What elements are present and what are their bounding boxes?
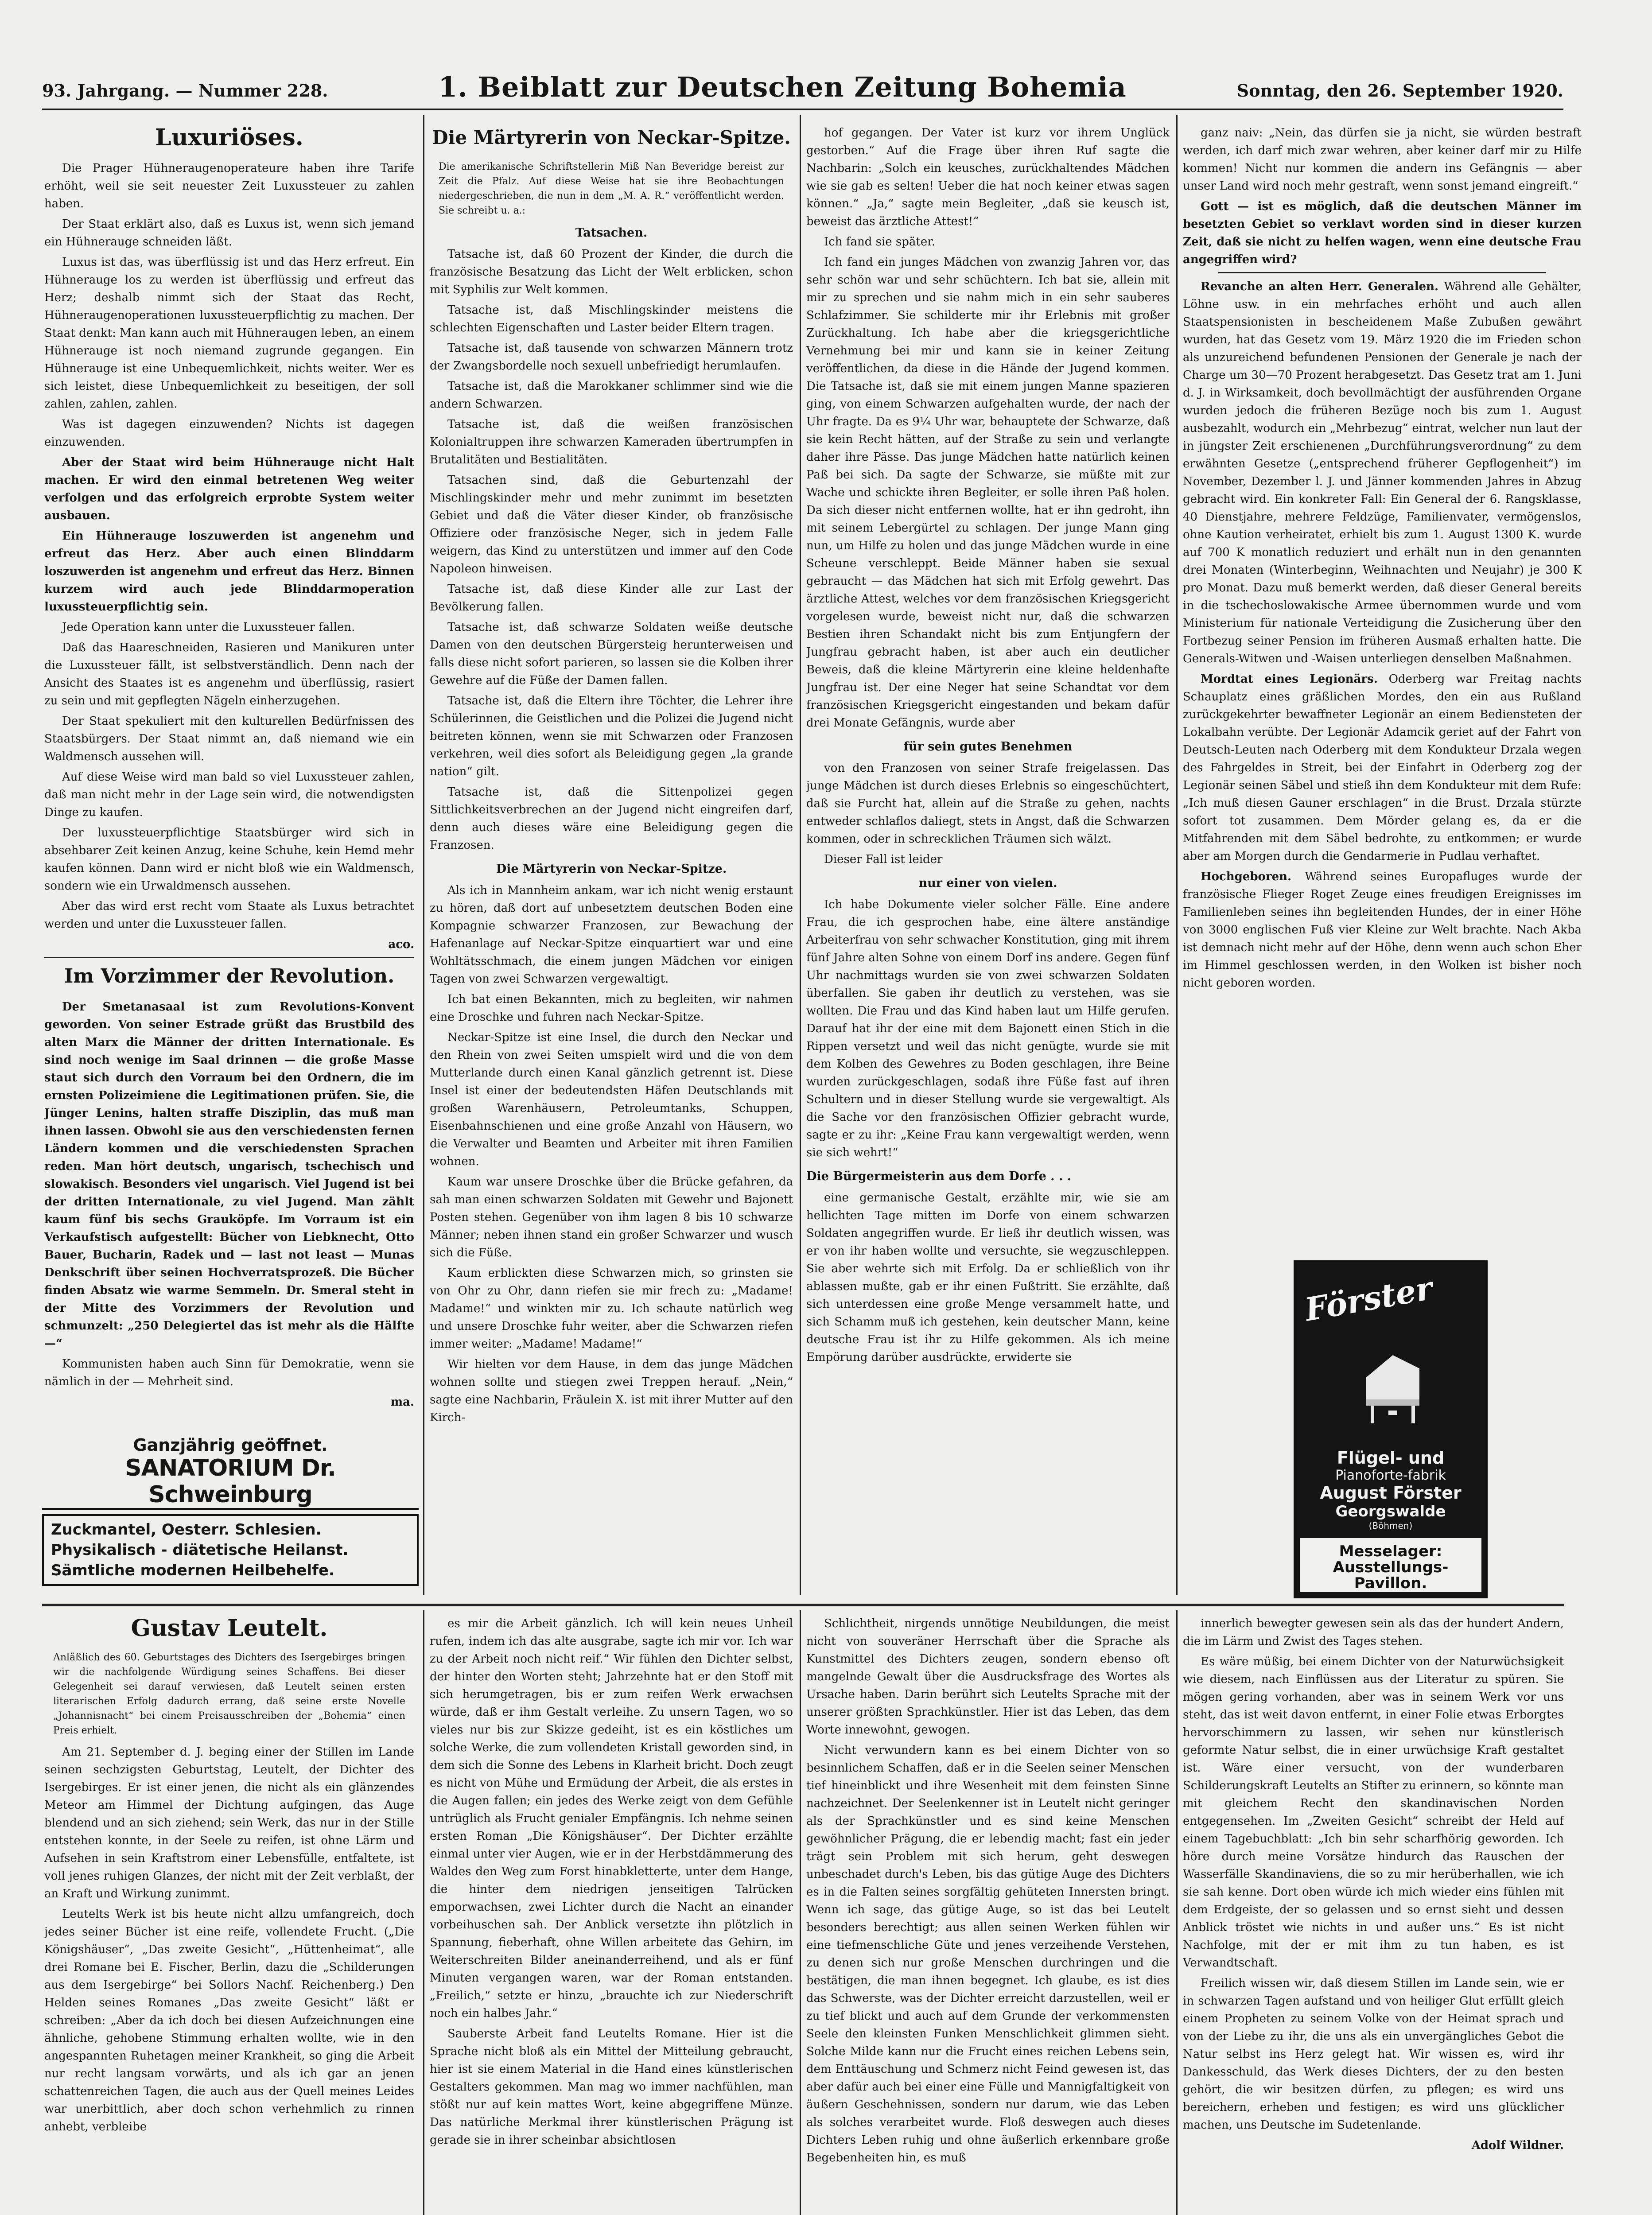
article-intro: Die amerikanische Schriftstellerin Miß Nan Beveridge bereist zur Zeit die Pfalz. Auf diese Weise hat sie ihre Beobachtungen niedergeschrieben, die nun in dem „M. A. R.“ veröffentlicht werden. Sie schreibt u. a.: xyxy=(439,161,784,216)
signature: aco. xyxy=(388,938,414,951)
paragraph: Aber der Staat wird beim Hühnerauge nicht Halt machen. Er wird den einmal betretenen Weg weiter verfolgen und das erfolgreich erprobte System weiter ausbauen. xyxy=(44,456,414,522)
news-text: Während seines Europafluges wurde der französische Flieger Roget Zeuge eines freudigen Ereignisses im Familienleben seines ihn begleitenden Hundes, der in einer Höhe von 3000 englischen Fuß vier Kleine zur Welt brachte. Nach Akba ist demnach nicht mehr auf der Höhe, denn wenn auch schon Eher im Himmel geschlossen werden, in den Wolken ist bisher noch nicht geboren worden. xyxy=(1183,870,1582,990)
paragraph: Neckar-Spitze ist eine Insel, die durch den Neckar und den Rhein von zwei Seiten umspielt wird und die von dem Mutterlande durch einen Kanal gänzlich getrennt ist. Diese Insel ist einer der bedeutendsten Häfen Deutschlands mit großen Warenhäusern, Petroleumtanks, Schuppen, Eisenbahnschienen und eine große Anzahl von Häusern, wo die Verwalter und Beamten und Arbeiter mit ihren Familien wohnen. xyxy=(430,1031,793,1168)
paragraph: Dieser Fall ist leider xyxy=(824,853,943,866)
paragraph: Freilich wissen wir, daß diesem Stillen im Lande sein, wie er in schwarzen Tagen aufstand und von heiliger Glut erfüllt gleich einem Propheten zu seinem Volke von der Heimat sprach und von der Liebe zu ihr, die uns als ein unvergängliches Gebot die Natur selbst ins Herz gelegt hat. Wir wissen es, wird ihr Dankesschuld, das Werk dieses Dichters, der zu den besten gehört, die wir besitzen dürfen, zu pflegen; es wird uns bereichern, erheben und festigen; es wird uns glücklicher machen, uns Deutsche im Sudetenlande. xyxy=(1183,1977,1564,2132)
news-headline: Mordtat eines Legionärs. xyxy=(1201,672,1378,686)
column-rule xyxy=(1176,115,1178,1595)
paragraph: Der luxussteuerpflichtige Staatsbürger wird sich in absehbarer Zeit keinen Anzug, keine Schuhe, kein Hemd mehr kaufen können. Dann wird er nicht bloß wie ein Waldmensch, sondern wie ein Urwaldmensch aussehen. xyxy=(44,826,414,893)
column-rule xyxy=(800,1610,801,2215)
ad-line: Sämtliche modernen Heilbehelfe. xyxy=(51,1562,334,1579)
paragraph: hof gegangen. Der Vater ist kurz vor ihrem Unglück gestorben.“ Auf die Frage über ihren Ruf sagte die Nachbarin: „Solch ein keusches, zurückhaltendes Mädchen wie sie gab es selten! Ueber die hat noch keiner etwas sagen können.“ „Ja,“ sagte mein Begleiter, „daß sie keusch ist, beweist das ärztliche Attest!“ xyxy=(806,126,1170,228)
paragraph: Leutelts Werk ist bis heute nicht allzu umfangreich, doch jedes seiner Bücher ist eine reife, vollendete Frucht. („Die Königshäuser“, „Das zweite Gesicht“, „Hüttenheimat“, alle drei Romane bei E. Fischer, Berlin, dazu die „Schilderungen aus dem Isergebirge“ bei Sollors Nachf. Reichenberg.) Den Helden seines Romanes „Das zweite Gesicht“ läßt er schreiben: „Aber da ich doch bei diesen Aufzeichnungen eine ähnliche, gehobene Stimmung erhalten wollte, wie in den angespannten Ruhetagen meiner Krankheit, so ging die Arbeit nur recht langsam vorwärts, und als ich gar an jenen schattenreichen Tagen, die auch aus der Quell meines Leides war unerbittlich, aber doch schon verhehmlich zu rinnen anhebt, verbleibe xyxy=(44,1908,414,2133)
section-heading: Die Bürgermeisterin aus dem Dorfe . . . xyxy=(806,1170,1072,1183)
paragraph: Tatsache ist, daß die Marokkaner schlimmer sind wie die andern Schwarzen. xyxy=(430,380,793,411)
paragraph: Aber das wird erst recht vom Staate als Luxus betrachtet werden und unter die Luxussteuer fallen. xyxy=(44,900,414,931)
ad-footer: Messelager: Ausstellungs-Pavillon. xyxy=(1300,1538,1481,1592)
issue-number: 93. Jahrgang. — Nummer 228. xyxy=(42,81,328,101)
column-leutelt-3 xyxy=(806,1615,1170,2215)
paragraph: Es wäre müßig, bei einem Dichter von der Naturwüchsigkeit wie diesem, nach Einflüssen aus der Literatur zu spüren. Sie mögen gering vorhanden, aber was in seinem Werk vor uns steht, das ist weit davon entfernt, in einer Folie etwas Erborgtes hervorschimmern zu lassen, wir sehen nur künstlerisch geformte Natur selbst, die in einer urwüchsige Kraft gestaltet ist. Wäre einer versucht, von der wunderbaren Schilderungskraft Leutelts an Stifter zu erinnern, so könnte man mit gleichem Recht den skandinavischen Norden entgegensehen. Im „Zweiten Gesicht“ schreibt der Held auf einem Tagebuchblatt: „Ich bin sehr scharfhörig geworden. Ich höre durch meine Vorsätze hindurch das Rauschen der Wasserfälle Skandinaviens, die so zu mir herüberhallen, wie ich sie sah kenne. Dort oben würde ich mich wieder eins fühlen mit dem Erdgeiste, der so gelassen und so ernst sieht und dessen Anblick tröstet wie nichts in und außer uns.“ Es ist nicht Nachfolge, mit der er mit ihm zu tun haben, es ist Verwandtschaft. xyxy=(1183,1655,1564,1970)
ad-line: Pianoforte-fabrik xyxy=(1335,1468,1446,1483)
news-headline: Revanche an alten Herr. Generalen. xyxy=(1201,280,1439,293)
paragraph: Ich bat einen Bekannten, mich zu begleiten, wir nahmen eine Droschke und fuhren nach Neckar-Spitze. xyxy=(430,993,793,1024)
paragraph: es mir die Arbeit gänzlich. Ich will kein neues Unheil rufen, indem ich das alte ausgrabe, sagte ich mir vor. Ich war zu der Arbeit noch nicht reif.“ Wir fühlen den Dichter selbst, der hinter den Worten steht; Jahrzehnte hat er den Stoff mit sich herumgetragen, bis er zum reifen Werk erwachsen würde, daß er ihm Gestalt verleihe. Zu unsern Tagen, wo so vieles nur bis zur Skizze gedeiht, ist es ein köstliches um solche Werke, die zum vollendeten Kristall geworden sind, in dem sich die Sonne des Lebens in Klarheit bricht. Doch zeugt es nicht von Mühe und Ermüdung der Arbeit, die als erstes in die Augen fallen; ein jedes des Werke zeigt von dem Gefühle untrüglich als Frucht genialer Empfängnis. Ich nehme seinen ersten Roman „Die Königshäuser“. Der Dichter erzählte einmal unter vier Augen, wie er in der Herbstdämmerung des Waldes den Weg zum Forst hinabkletterte, unter dem Hange, die hinter dem niedrigen jenseitigen Talrücken emporwachsen, zwei Lichter durch die Nacht an einander vorbeihuschen sah. Der Anblick versetzte ihn plötzlich in Spannung, fieberhaft, ohne Willen arbeitete das Gehirn, im Weiterschreiten Bilder aneinanderreihend, und als er fünf Minuten vergangen waren, war der Roman entstanden. „Freilich,“ setzte er hinzu, „brauchte ich zur Niederschrift noch ein halbes Jahr.“ xyxy=(430,1617,793,2020)
paragraph: eine germanische Gestalt, erzählte mir, wie sie am hellichten Tage mitten im Dorfe von einem schwarzen Soldaten angegriffen wurde. Er ließ ihr deutlich wissen, was er von ihr haben wollte und versuchte, sie wegzuschleppen. Sie aber wehrte sich mit Erfolg. Da er schließlich von ihr ablassen mußte, gab er ihr einen Fußtritt. Sie erzählte, daß sich unterdessen eine große Menge versammelt hatte, und sich Schamm muß ich gestehen, kein deutscher Mann, keine deutsche Frau ist ihr zu Hilfe gekommen. Als ich meine Empörung darüber ausdrückte, erwiderte sie xyxy=(806,1191,1170,1364)
column-rule xyxy=(423,1610,424,2215)
paragraph: Tatsache ist, daß tausende von schwarzen Männern trotz der Zwangsbordelle noch sexuell unbefriedigt herumlaufen. xyxy=(430,342,793,373)
column-martyrerin-continued xyxy=(806,124,1170,1590)
news-item xyxy=(1183,670,1582,865)
paragraph: Ich fand sie später. xyxy=(824,235,936,249)
paragraph: Tatsache ist, daß die weißen französischen Kolonialtruppen ihre schwarzen Kameraden übertrumpfen in Brutalitäten und Bestialitäten. xyxy=(430,418,793,466)
paragraph: Am 21. September d. J. beging einer der Stillen im Lande seinen sechzigsten Geburtstag, Leutelt, der Dichter des Isergebirges. Er ist einer jenen, die nicht als ein glänzendes Meteor am Himmel der Dichtung aufgingen, das Auge blendend und an sich ziehend; sein Werk, das nur in der Stille entstehen konnte, in der Seele zu reifen, ist ohne Lärm und Aufsehen in sein Kraftstrom einer Lebensfülle, entfaltete, ist voll jenes ruhigen Glanzes, der nicht mit der Zeit verblaßt, der an Kraft und Wirkung zunimmt. xyxy=(44,1745,414,1900)
ad-brand: Förster xyxy=(1302,1269,1435,1329)
article-intro: Anläßlich des 60. Geburtstages des Dichters des Isergebirges bringen wir die nachfolgende Würdigung seines Schaffens. Bei dieser Gelegenheit sei darauf verwiesen, daß Leutelt seinen ersten literarischen Erfolg dadurch errang, daß seine erste Novelle „Johannisnacht“ bei einem Preisausschreiben der „Bohemia“ einen Preis erhielt. xyxy=(53,1652,405,1736)
paragraph: Als ich in Mannheim ankam, war ich nicht wenig erstaunt zu hören, daß dort auf unbesetztem deutschen Boden eine Kompagnie schwarzer Franzosen, zur Bewachung der Hafenanlage auf Neckar-Spitze einquartiert war und eine Wohltätsschmach, die einem jungen Mädchen vor einigen Tagen von zwei Schwarzen vergewaltigt. xyxy=(430,884,793,986)
paragraph: Kaum erblickten diese Schwarzen mich, so grinsten sie von Ohr zu Ohr, dann riefen sie mir frech zu: „Madame! Madame!“ und winkten mir zu. Ich schaute natürlich weg und unsere Droschke fuhr weiter, aber die Schwarzen riefen immer weiter: „Madame! Madame!“ xyxy=(430,1267,793,1351)
news-headline: Hochgeboren. xyxy=(1201,870,1292,883)
column-luxurioses xyxy=(44,124,414,1431)
paragraph: Der Staat spekuliert mit den kulturellen Bedürfnissen des Staatsbürgers. Der Staat nimmt an, daß niemand wie ein Waldmensch aussehen will. xyxy=(44,715,414,763)
paragraph: von den Franzosen von seiner Strafe freigelassen. Das junge Mädchen ist durch dieses Erlebnis so eingeschüchtert, daß sie Furcht hat, allein auf die Straße zu gehen, nachts entweder schlaflos daliegt, stets in Angst, daß die Schwarzen kommen, oder in schrecklichen Träumen sich wälzt. xyxy=(806,762,1170,846)
column-martyrerin xyxy=(430,124,793,1590)
paragraph: Wir hielten vor dem Hause, in dem das junge Mädchen wohnen sollte und stiegen zwei Treppen herauf. „Nein,“ sagte eine Nachbarin, Fräulein X. ist mit ihrer Mutter auf den Kirch- xyxy=(430,1358,793,1424)
paragraph: Der Staat erklärt also, daß es Luxus ist, wenn sich jemand ein Hühnerauge schneiden läßt. xyxy=(44,218,414,249)
paragraph: Jede Operation kann unter die Luxussteuer fallen. xyxy=(62,621,355,634)
section-heading: nur einer von vielen. xyxy=(918,876,1057,890)
column-rule xyxy=(423,115,424,1595)
paragraph: innerlich bewegter gewesen sein als das der hundert Andern, die im Lärm und Zwist des Tages stehen. xyxy=(1183,1617,1564,1648)
paragraph: Tatsache ist, daß Mischlingskinder meistens die schlechten Eigenschaften und Laster beider Eltern tragen. xyxy=(430,303,793,334)
ad-line: August Förster xyxy=(1320,1483,1462,1503)
column-leutelt-4 xyxy=(1183,1615,1564,2215)
article-title: Im Vorzimmer der Revolution. xyxy=(64,965,395,987)
forster-piano-advertisement xyxy=(1294,1260,1488,1598)
article-title: Gustav Leutelt. xyxy=(131,1615,328,1642)
ad-line: Flügel- und xyxy=(1337,1448,1445,1468)
paragraph: Tatsache ist, daß diese Kinder alle zur Last der Bevölkerung fallen. xyxy=(430,583,793,614)
column-leutelt-2 xyxy=(430,1615,793,2215)
paragraph: Gott — ist es möglich, daß die deutschen Männer im besetzten Gebiet so verklavt worden sind in dieser kurzen Zeit, daß sie nicht zu helfen wagen, wenn eine deutsche Frau angegriffen wird? xyxy=(1183,200,1582,266)
article-title: Luxuriöses. xyxy=(155,124,303,151)
piano-icon xyxy=(1362,1351,1424,1426)
ad-line: Georgswalde xyxy=(1335,1503,1446,1520)
ad-line: Physikalisch - diätetische Heilanst. xyxy=(51,1541,349,1559)
signature: Adolf Wildner. xyxy=(1471,2139,1564,2152)
ad-name: SANATORIUM Dr. Schweinburg xyxy=(42,1455,419,1510)
section-rule xyxy=(42,1604,1564,1606)
news-item xyxy=(1183,278,1582,668)
ad-text xyxy=(1304,1448,1477,1531)
paragraph: Luxus ist das, was überflüssig ist und das Herz erfreut. Ein Hühnerauge los zu werden ist überflüssig und erfreut das Herz; deshalb nimmt sich der Staat das Recht, Hühneraugenoperationen luxussteuerpflichtig zu machen. Der Staat denkt: Man kann auch mit Hühneraugen leben, an einem Hühnerauge ist noch niemand zugrunde gegangen. Ein Hühnerauge ist eine Unbequemlichkeit, nichts weiter. Wer es sich leistet, diese Unbequemlichkeit zu beseitigen, der soll zahlen, zahlen, zahlen. xyxy=(44,256,414,411)
column-rule xyxy=(800,115,801,1595)
section-heading: Die Märtyrerin von Neckar-Spitze. xyxy=(496,862,727,876)
paragraph: Tatsache ist, daß 60 Prozent der Kinder, die durch die französische Besatzung das Licht der Welt erblicken, schon mit Syphilis zur Welt kommen. xyxy=(430,248,793,296)
paragraph: Tatsache ist, daß schwarze Soldaten weiße deutsche Damen von den deutschen Bürgersteig herunterweisen und falls diese nicht sofort parieren, so lassen sie die Kolben ihrer Gewehre auf die Füße der Damen fallen. xyxy=(430,621,793,687)
news-item xyxy=(1183,868,1582,992)
paragraph: Was ist dagegen einzuwenden? Nichts ist dagegen einzuwenden. xyxy=(44,418,414,449)
ad-box xyxy=(42,1514,419,1586)
masthead xyxy=(42,71,1563,106)
news-text: Oderberg war Freitag nachts Schauplatz eines gräßlichen Mordes, den ein aus Rußland zurückgekehrter bewaffneter Legionär an einem Bediensteten der Lokalbahn verübte. Der Legionär Adamcik geriet auf der Fahrt von Deutsch-Leuten nach Oderberg mit dem Kondukteur Drzala wegen des Fahrgeldes in Streit, bei der Einfahrt in Oderberg zog der Legionär seinen Säbel und stieß ihn dem Kondukteur mit dem Rufe: „Ich muß diesen Gauner erschlagen“ in die Brust. Drzala stürzte sofort tot zusammen. Dem Mörder gelang es, da er die Mitfahrenden mit dem Säbel bedrohte, zu entkommen; er wurde aber am Morgen durch die Gendarmerie in Pudlau verhaftet. xyxy=(1183,672,1582,863)
signature: ma. xyxy=(390,1395,414,1409)
column-news xyxy=(1183,124,1582,1254)
paragraph: Daß das Haareschneiden, Rasieren und Manikuren unter die Luxussteuer fällt, ist selbstverständlich. Denn nach der Ansicht des Staates ist es angenehm und überflüssig, rasiert zu sein und mit gepflegten Nägeln einherzugehen. xyxy=(44,641,414,707)
paragraph: Sauberste Arbeit fand Leutelts Romane. Hier ist die Sprache nicht bloß als ein Mittel der Mitteilung gebraucht, hier ist sie einem Material in die Hand eines künstlerischen Gestalters gekommen. Man mag wo immer nachfühlen, man stößt nur auf kein mattes Wort, keine abgegriffene Münze. Das natürliche Merkmal ihrer künstlerischen Prägung ist gerade sie in ihrer scheinbar absichtlosen xyxy=(430,2027,793,2147)
paragraph: Ich habe Dokumente vieler solcher Fälle. Eine andere Frau, die ich gesprochen habe, eine ältere anständige Arbeiterfrau von sehr schwacher Konstitution, ging mit ihrem fünf Jahre alten Sohne von einem Dorf ins andere. Gegen fünf Uhr nachmittags wurden sie von zwei schwarzen Soldaten überfallen. Sie gaben ihr deutlich zu verstehen, was sie wollten. Die Frau und das Kind haben laut um Hilfe gerufen. Darauf hat ihr der eine mit dem Bajonett einen Stich in die Rippen versetzt und weil das nicht genügte, wurde sie mit dem Kolben des Gewehres zu Boden geschlagen, ihre Beine wurden zurückgeschlagen, sodaß ihre Füße fast auf ihren Schultern und in dieser Stellung wurde sie vergewaltigt. Als die Sache vor den französischen Offizier gebracht wurde, sagte er zu ihr: „Keine Frau kann vergewaltigt werden, wenn sie sich wehrt!“ xyxy=(806,898,1170,1159)
paragraph: ganz naiv: „Nein, das dürfen sie ja nicht, sie würden bestraft werden, ich darf mich zwar wehren, aber keiner darf mir zu Hilfe kommen! Nicht nur kommen die andern ins Gefängnis — aber unser Land wird noch mehr gestraft, wenn sonst jemand eingreift.“ xyxy=(1183,126,1582,193)
paragraph: Der Smetanasaal ist zum Revolutions-Konvent geworden. Von seiner Estrade grüßt das Brustbild des alten Marx die Männer der dritten Internationale. Es sind noch wenige im Saal drinnen — die große Masse staut sich durch den Vorraum bei den Ordnern, die im ernsten Polizeimiene die Legitimationen prüfen. Sie, die Jünger Lenins, halten straffe Disziplin, das muß man ihnen lassen. Obwohl sie aus den verschiedensten fernen Ländern kommen und die verschiedensten Sprachen reden. Man hört deutsch, ungarisch, tschechisch und slowakisch. Besonders viel ungarisch. Viel Jugend ist bei der dritten Internationale, zu viel Jugend. Man zählt kaum fünf bis sechs Grauköpfe. Im Vorraum ist ein Verkaufstisch aufgestellt: Bücher von Liebknecht, Otto Bauer, Bucharin, Radek und — last not least — Munas Denkschrift über seinen Hochverratsprozeß. Die Bücher finden Absatz wie warme Semmeln. Dr. Smeral steht in der Mitte des Vorzimmers der Revolution und schmunzelt: „250 Delegiertel das ist mehr als die Hälfte—“ xyxy=(44,1000,414,1350)
paragraph: Schlichtheit, nirgends unnötige Neubildungen, die meist nicht von souveräner Herrschaft über die Sprache als Kunstmittel des Dichters zeugen, sondern ebenso oft mangelnde Gewalt über die Ausdrucksfrage des Wortes als Ursache haben. Darin berührt sich Leutelts Sprache mit der unserer größten Sprachkünstler. Hier ist das Leben, das dem Worte innewohnt, gewogen. xyxy=(806,1617,1170,1737)
divider xyxy=(44,957,414,958)
sanatorium-advertisement xyxy=(42,1435,419,1599)
divider xyxy=(1218,272,1546,273)
paragraph: Kaum war unsere Droschke über die Brücke gefahren, da sah man einen schwarzen Soldaten mit Gewehr und Bajonett Posten stehen. Gegenüber von ihm lagen 8 bis 10 schwarze Männer; neben ihnen stand ein großer Schwarzer und wusch sich die Füße. xyxy=(430,1175,793,1259)
paragraph: Ein Hühnerauge loszuwerden ist angenehm und erfreut das Herz. Aber auch einen Blinddarm loszuwerden ist angenehm und erfreut das Herz. Binnen kurzem wird auch jede Blinddarmoperation luxussteuerpflichtig sein. xyxy=(44,529,414,614)
paragraph: Auf diese Weise wird man bald so viel Luxussteuer zahlen, daß man nicht mehr in der Lage sein wird, die notwendigsten Dinge zu kaufen. xyxy=(44,770,414,819)
column-leutelt-1 xyxy=(44,1615,414,2215)
newspaper-title: 1. Beiblatt zur Deutschen Zeitung Bohemia xyxy=(438,71,1127,103)
section-heading: Tatsachen. xyxy=(575,226,648,240)
ad-line: Zuckmantel, Oesterr. Schlesien. xyxy=(51,1521,322,1539)
issue-date: Sonntag, den 26. September 1920. xyxy=(1236,81,1563,101)
paragraph: Tatsache ist, daß die Eltern ihre Töchter, die Lehrer ihre Schülerinnen, die Geistlichen und die Polizei die Jugend nicht beitreten können, wenn sie mit Schwarzen oder Franzosen verkehren, weil dies sofort als Beleidigung gegen „la grande nation“ gilt. xyxy=(430,694,793,778)
masthead-rule xyxy=(42,109,1563,110)
paragraph: Die Prager Hühneraugenoperateure haben ihre Tarife erhöht, weil sie seit neuester Zeit Luxussteuer zu zahlen haben. xyxy=(44,162,414,210)
paragraph: Ich fand ein junges Mädchen von zwanzig Jahren vor, das sehr schön war und sehr schüchtern. Ich bat sie, allein mit mir zu sprechen und sie nahm mich in ein sehr sauberes Schlafzimmer. Sie schilderte mir ihr Erlebnis mit großer Zurückhaltung. Ich habe aber die kriegsgerichtliche Vernehmung bei mir und kann sie in keiner Zeitung veröffentlichen, da diese in die Hände der Jugend kommen. Die Tatsache ist, daß sie mit einem jungen Manne spazieren ging, von einem Schwarzen aufgehalten wurde, der nach der Uhr fragte. Da es 9¼ Uhr war, behauptete der Schwarze, daß sie kein Recht hätten, auf der Straße zu sein und verlangte daher ihre Pässe. Das junge Mädchen hatte natürlich keinen Paß bei sich. Da sagte der Schwarze, sie müßte mit zur Wache und schickte ihren Begleiter, er solle ihren Paß holen. Da sich dieser nicht entfernen wollte, hat er ihn gedroht, ihn mit seinem Lebergürtel zu schlagen. Der junge Mann ging nun, um Hilfe zu holen und das junge Mädchen wurde in eine Scheune verschleppt. Beide Männer haben sie sexual gebraucht — das Mädchen hat sich mit Erfolg gewehrt. Das ärztliche Attest, welches vor dem französischen Kriegsgericht vorgelesen wurde, beweist nicht nur, daß die schwarzen Bestien ihren Schandakt nicht bis zum Entjungfern der Jungfrau gebracht haben, ist aber auch ein deutlicher Beweis, daß die kleine Märtyrerin eine kleine heldenhafte Jungfrau ist. Der eine Neger hat seine Schandtat vor dem französischen Kriegsgericht eingestanden und bekam dafür drei Monate Gefängnis, wurde aber xyxy=(806,256,1170,730)
news-text: Während alle Gehälter, Löhne usw. in ein mehrfaches erhöht und auch allen Staatspensionisten in bescheidenem Maße Zubußen gewährt wurden, hat das Gesetz vom 19. März 1920 die im Frieden schon als unzureichend befundenen Pensionen der Generale je nach der Charge um 30—70 Prozent herabgesetzt. Das Gesetz trat am 1. Juni d. J. in Wirksamkeit, doch bevollmächtigt der ausführenden Organe wurden jedoch die früheren Bezüge noch bis zum 1. August ausbezahlt, wodurch ein „Mehrbezug“ eintrat, welcher nun laut der in jüngster Zeit erschienenen „Durchführungsverordnung“ zu dem erwähnten Gesetze („entsprechend früherer Gepflogenheit“) im November, Dezember l. J. und Jänner kommenden Jahres in Abzug gebracht wird. Ein konkreter Fall: Ein General der 6. Rangsklasse, 40 Dienstjahre, mehrere Feldzüge, Familienvater, vermögenslos, ohne Kaution verheiratet, erhielt bis zum 1. August 1300 K. wurde auf 700 K monatlich reduziert und erhält nun in den genannten drei Monaten (Winterbeginn, Weihnachten und Neujahr) je 300 K pro Monat. Dazu muß bemerkt werden, daß dieser General bereits in die tschechoslowakische Armee übernommen wurde und vom Ministerium für nationale Verteidigung die Zusicherung über den Fortbezug seiner Pension im früheren Ausmaß erhalten hatte. Die Generals-Witwen und -Waisen unterliegen denselben Maßnahmen. xyxy=(1183,280,1582,665)
article-title: Die Märtyrerin von Neckar-Spitze. xyxy=(432,127,791,148)
ad-line: (Böhmen) xyxy=(1368,1520,1413,1531)
ad-line: Ganzjährig geöffnet. xyxy=(133,1435,328,1455)
section-heading: für sein gutes Benehmen xyxy=(903,740,1073,754)
paragraph: Tatsache ist, daß die Sittenpolizei gegen Sittlichkeitsverbrechen an der Jugend nicht eingreifen darf, denn auch dieses wäre eine Beleidigung gegen die Franzosen. xyxy=(430,785,793,852)
paragraph: Kommunisten haben auch Sinn für Demokratie, wenn sie nämlich in der — Mehrheit sind. xyxy=(44,1357,414,1388)
column-rule xyxy=(1176,1610,1178,2215)
paragraph: Nicht verwundern kann es bei einem Dichter von so besinnlichem Schaffen, daß er in die Seelen seiner Menschen tief hineinblickt und ihre Wesenheit mit dem feinsten Sinne nachzeichnet. Der Seelenkenner ist in Leutelt nicht geringer als der Sprachkünstler und es sind keine Menschen gewöhnlicher Prägung, die er lebendig macht; fast ein jeder trägt sein Problem mit sich herum, geht deswegen unbeschadet durch's Leben, bis das gütige Auge des Dichters es in die Falten seines sorgfältig gehüteten Innersten bringt. Wenn ich sage, das gütige Auge, so ist das bei Leutelt besonders berechtigt; aus allen seinen Werken fühlen wir eine tiefmenschliche Güte und jenes verzeihende Verstehen, zu denen sich nur große Menschen durchringen und die bestätigen, die man ihnen begegnet. Ich glaube, es ist dies das Schwerste, was der Dichter erreicht darzustellen, weil er zu tief blickt und auch auf dem Grunde der verkommensten Seele den kleinsten Funken Menschlichkeit glimmen sieht. Solche Milde kann nur die Frucht eines reichen Lebens sein, dem Enttäuschung und Schmerz nicht Feind gewesen ist, das aber dafür auch bei einer eine Fülle und Mannigfaltigkeit von äußern Geschehnissen, sondern nur darum, wie das Leben als solches verarbeitet wurde. Floß deswegen auch dieses Dichters Leben ruhig und ohne äußerlich erkennbare große Begebenheiten hin, es muß xyxy=(806,1744,1170,2164)
paragraph: Tatsachen sind, daß die Geburtenzahl der Mischlingskinder mehr und mehr zunimmt im besetzten Gebiet und daß die Väter dieser Kinder, ob französische Offiziere oder französische Neger, sich in jedem Falle weigern, das Kind zu unterstützen und immer auf den Code Napoleon hinweisen. xyxy=(430,474,793,575)
